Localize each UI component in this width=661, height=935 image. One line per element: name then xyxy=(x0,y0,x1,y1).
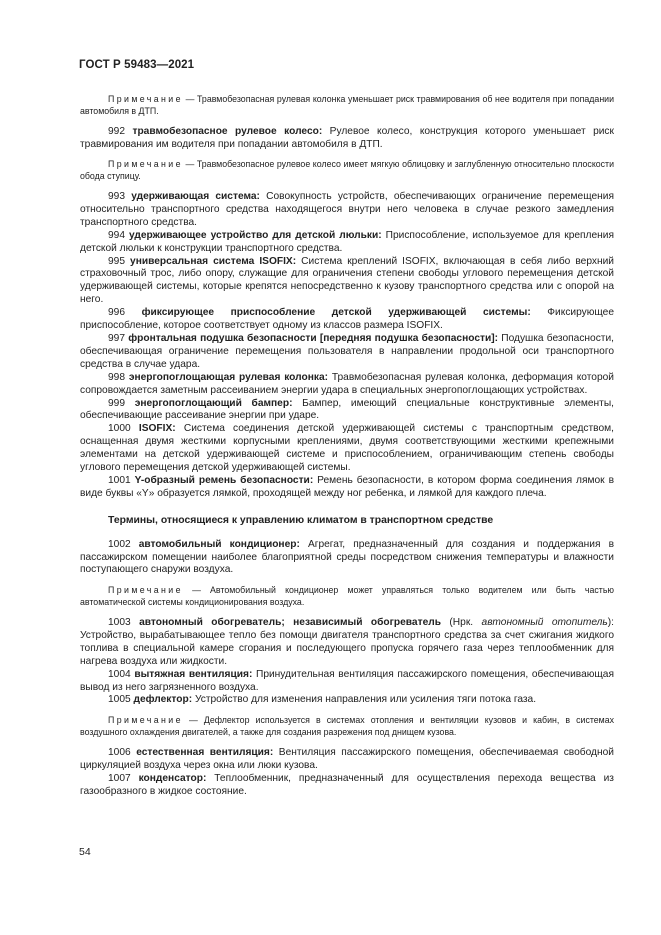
term-number: 992 xyxy=(108,125,125,137)
term-1002 xyxy=(80,539,614,578)
term-name: удерживающее устройство для детской люльки: xyxy=(129,229,382,241)
term-definition: Ремень безопасности, в котором форма соединения лямок в виде буквы «Y» образуется лямкой, проходящей между ног ребенка, и лямкой для каждого плеча. xyxy=(80,474,614,499)
dash: — xyxy=(182,159,197,170)
term-name: вытяжная вентиляция: xyxy=(134,668,253,680)
note-text: Травмобезопасное рулевое колесо имеет мягкую облицовку и заглубленную относительно плоскости обода ступицу. xyxy=(80,159,614,182)
term-name: фронтальная подушка безопасности [передняя подушка безопасности]: xyxy=(128,332,499,344)
term-1006 xyxy=(80,747,614,773)
term-name: ISOFIX: xyxy=(138,423,176,435)
term-1001 xyxy=(80,475,614,501)
term-1005 xyxy=(80,694,614,707)
term-992 xyxy=(80,126,614,152)
term-name: автономный обогреватель; независимый обогреватель xyxy=(139,616,441,628)
note-label: Примечание xyxy=(108,159,183,170)
term-name: универсальная система ISOFIX: xyxy=(130,255,297,267)
document-header: ГОСТ Р 59483—2021 xyxy=(79,59,195,71)
dash: — xyxy=(182,715,204,726)
section-title: Термины, относящиеся к управлению климатом в транспортном средстве xyxy=(108,514,494,526)
document-body xyxy=(80,93,614,799)
note xyxy=(80,159,614,183)
term-number: 994 xyxy=(108,229,125,241)
note-text: Автомобильный кондиционер может управляться только водителем или быть частью автоматической системы кондиционирования воздуха. xyxy=(80,585,615,608)
note xyxy=(80,585,614,609)
term-definition: Приспособление, используемое для крепления детской люльки к конструкции транспортного средства. xyxy=(80,229,614,254)
term-number: 1007 xyxy=(108,772,131,784)
term-definition: Вентиляция пассажирского помещения, обеспечиваемая свободной циркуляцией воздуха через окна или люки кузова. xyxy=(80,746,614,771)
term-999 xyxy=(80,398,614,424)
term-definition: Подушка безопасности, обеспечивающая ограничение перемещения пользователя в направлении продольной оси транспортного средства в случае удара. xyxy=(80,332,614,370)
dash: — xyxy=(182,585,211,596)
note-label: Примечание xyxy=(108,585,183,596)
note xyxy=(80,715,614,739)
term-number: 1003 xyxy=(108,616,131,628)
term-name: Y-образный ремень безопасности: xyxy=(134,474,314,486)
term-1003 xyxy=(80,617,614,669)
term-998 xyxy=(80,372,614,398)
term-nonrecommended: автономный отопитель xyxy=(481,616,608,628)
term-name: удерживающая система: xyxy=(131,191,260,202)
term-name: энергопоглощающий бампер: xyxy=(134,397,293,409)
term-number: 1005 xyxy=(108,694,131,706)
term-definition: Принудительная вентиляция пассажирского помещения, обеспечивающая вывод из него загрязненного воздуха. xyxy=(80,668,614,693)
term-definition: Система креплений ISOFIX, включающая в себя либо верхний страховочный трос, либо опору, служащие для ограничения степени свободы углового перемещения детской удерживающей системы, которые крепятся непосредственно к кузову транспортного средства или с опорой на него. xyxy=(80,255,614,306)
page-number: 54 xyxy=(79,846,91,858)
term-number: 1000 xyxy=(108,423,131,435)
term-definition: Бампер, имеющий специальные конструктивные элементы, обеспечивающие рассеивание энергии при ударе. xyxy=(80,397,614,422)
term-1004 xyxy=(80,669,614,695)
note xyxy=(80,94,614,118)
term-number: 995 xyxy=(108,255,125,267)
term-nonrecommended-prefix: (Нрк. xyxy=(440,616,482,628)
term-name: автомобильный кондиционер: xyxy=(138,538,300,550)
term-993 xyxy=(80,191,614,230)
term-definition: ): Устройство, вырабатывающее тепло без помощи двигателя транспортного средства за счет сжигания жидкого топлива в специальной камере сгорания и последующего пропуска горячего газа через теплообменник для нагрева воздуха или жидкости. xyxy=(80,616,615,667)
term-name: естественная вентиляция: xyxy=(136,746,274,758)
term-definition: Совокупность устройств, обеспечивающих ограничение перемещения относительно транспортного средства находящегося внутри него человека в случае резкого замедления транспортного средства. xyxy=(80,191,614,228)
term-number: 1002 xyxy=(108,538,131,550)
term-number: 996 xyxy=(108,307,125,319)
term-number: 998 xyxy=(108,371,125,383)
note-label: Примечание xyxy=(108,715,183,726)
term-name: травмобезопасное рулевое колесо: xyxy=(132,125,323,137)
note-text: Дефлектор используется в системах отопления и вентиляции кузовов и кабин, в системах воздушного охлаждения двигателей, а также для создания разрежения под днищем кузова. xyxy=(80,715,614,738)
term-number: 1001 xyxy=(108,474,131,486)
term-definition: Рулевое колесо, конструкция которого уменьшает риск травмирования им водителя при попадании автомобиля в ДТП. xyxy=(80,125,614,150)
term-name: дефлектор: xyxy=(133,694,193,706)
term-number: 1006 xyxy=(108,746,131,758)
term-997 xyxy=(80,333,614,372)
term-name: энергопоглощающая рулевая колонка: xyxy=(128,371,329,383)
term-996 xyxy=(80,307,614,333)
term-name: конденсатор: xyxy=(138,772,207,784)
term-1000 xyxy=(80,423,614,475)
term-number: 997 xyxy=(108,332,125,344)
term-1007 xyxy=(80,773,614,799)
term-definition: Фиксирующее приспособление, которое соответствует одному из классов размера ISOFIX. xyxy=(80,307,614,332)
term-definition: Теплообменник, предназначенный для осуществления перехода вещества из газообразного в жидкое состояние. xyxy=(80,772,614,797)
term-number: 1004 xyxy=(108,668,131,680)
dash: — xyxy=(182,94,198,104)
term-995 xyxy=(80,256,614,308)
term-definition: Агрегат, предназначенный для создания и поддержания в пассажирском помещении наиболее благоприятной среды посредством снижения температуры и влажности поступающего снаружи воздуха. xyxy=(80,538,614,576)
term-994 xyxy=(80,230,614,256)
note-text: Травмобезопасная рулевая колонка уменьшает риск травмирования об нее водителя при попадании автомобиля в ДТП. xyxy=(80,94,615,116)
term-name: фиксирующее приспособление детской удерживающей системы: xyxy=(141,307,531,319)
term-number: 993 xyxy=(108,191,125,202)
term-definition: Устройство для изменения направления или усиления тяги потока газа. xyxy=(192,694,537,706)
note-label: Примечание xyxy=(108,94,183,104)
term-number: 999 xyxy=(108,397,125,409)
term-definition: Система соединения детской удерживающей системы с транспортным средством, оснащенная двумя жесткими корпусными креплениями, двумя соответствующими жесткими крепежными элементами на детской удерживающей системе и приспособлением, ограничивающим степень свободы углового перемещения детской удерживающей системы. xyxy=(80,423,614,474)
term-definition: Травмобезопасная рулевая колонка, деформация которой сопровождается заметным рассеиванием энергии удара в специальных энергопоглощающих устройствах. xyxy=(80,371,614,396)
